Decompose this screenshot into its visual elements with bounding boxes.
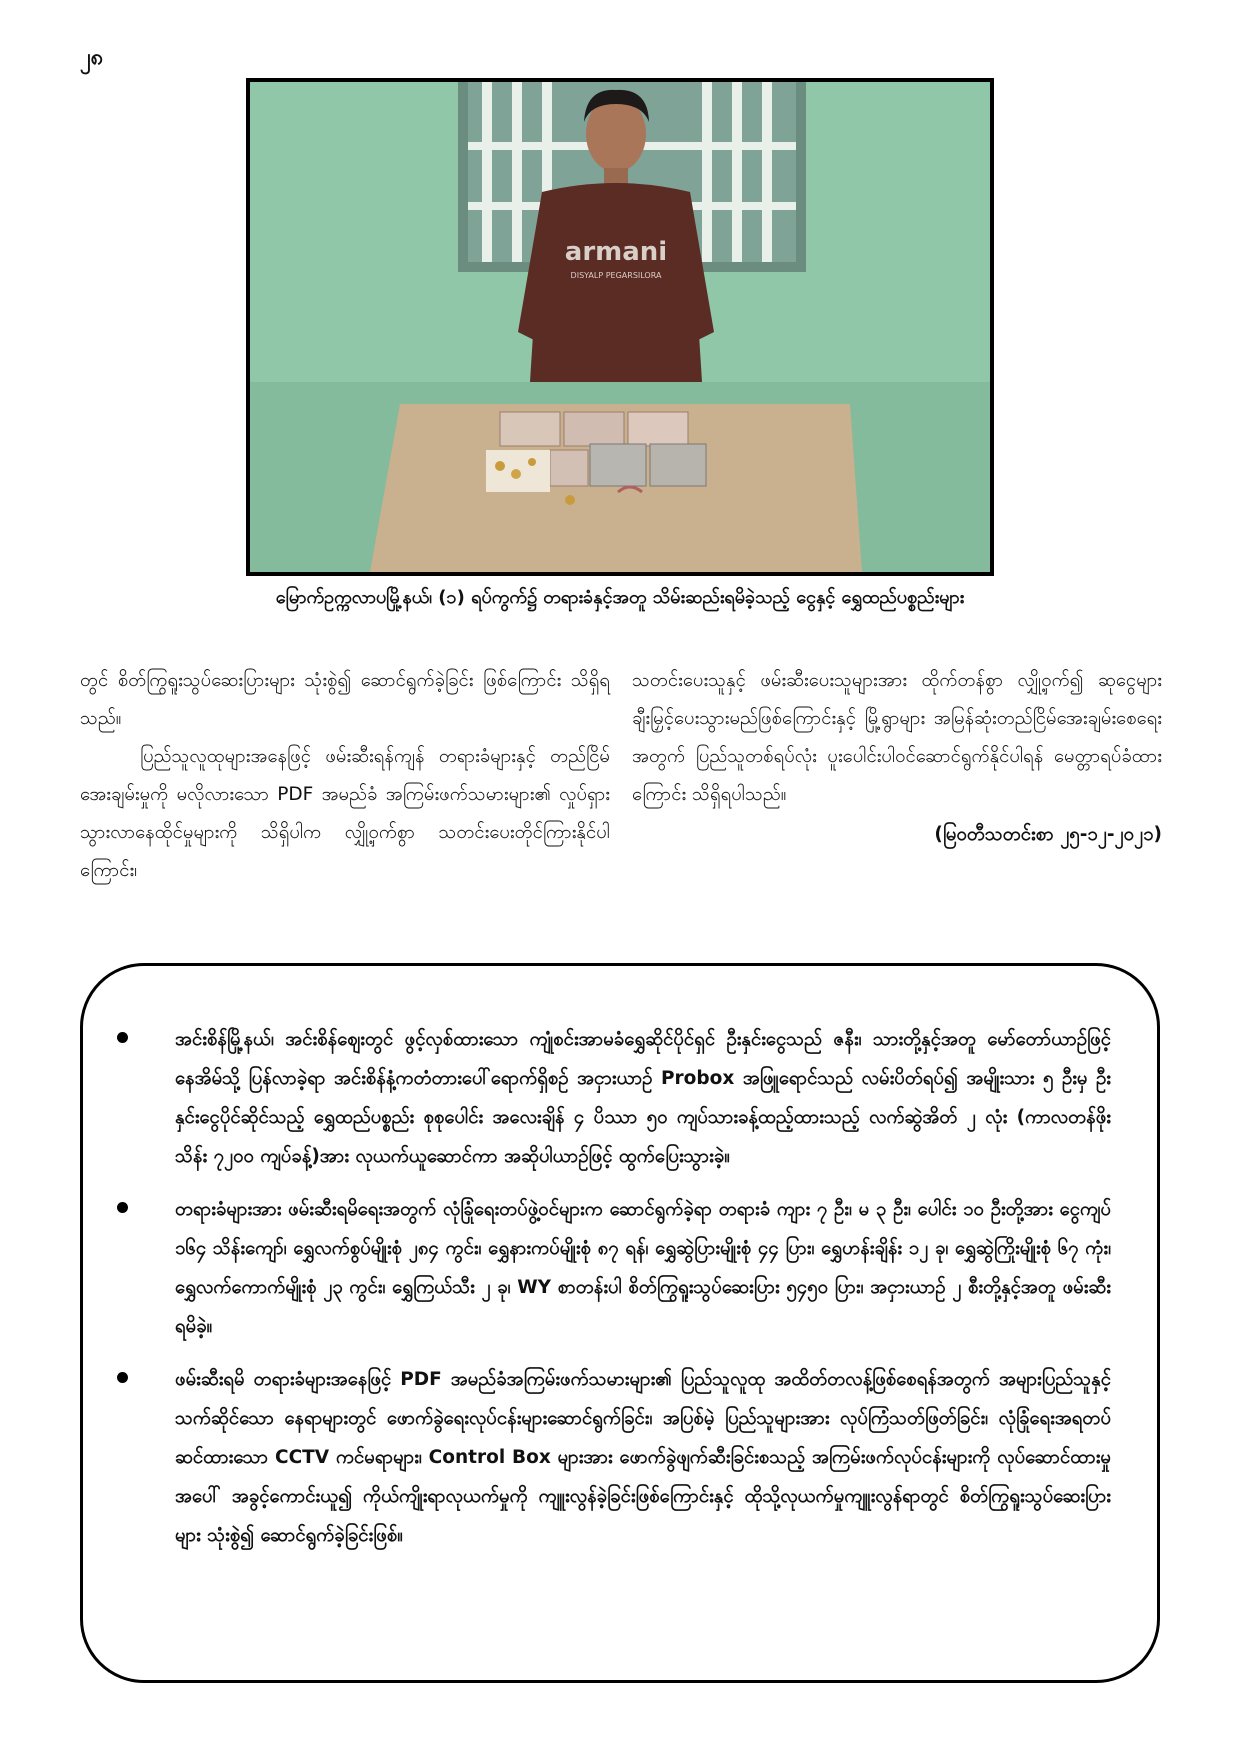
bullet-icon	[117, 1372, 128, 1383]
article-paragraph: ပြည်သူလူထုများအနေဖြင့် ဖမ်းဆီးရန်ကျန် တရားခံများနှင့် တည်ငြိမ်အေးချမ်းမှုကို မလိုလားသော PDF အမည်ခံ အကြမ်းဖက်သမားများ၏ လှုပ်ရှားသွားလာနေထိုင်မှုများကို သိရှိပါက လျှို့ဝှက်စွာ သတင်းပေးတိုင်ကြားနိုင်ပါကြောင်း၊	[80, 746, 610, 881]
summary-bullet	[145, 1020, 1111, 1176]
summary-bullet-list	[145, 1020, 1111, 1555]
bullet-icon	[117, 1202, 128, 1213]
summary-bullet-text: ဖမ်းဆီးရမိ တရားခံများအနေဖြင့် PDF အမည်ခံအကြမ်းဖက်သမားများ၏ ပြည်သူလူထု အထိတ်တလန့်ဖြစ်စေရန်အတွက် အများပြည်သူနှင့်သက်ဆိုင်သော နေရာများတွင် ဖောက်ခွဲရေးလုပ်ငန်းများဆောင်ရွက်ခြင်း၊ အပြစ်မဲ့ ပြည်သူများအား လုပ်ကြံသတ်ဖြတ်ခြင်း၊ လုံခြုံရေးအရတပ်ဆင်ထားသော CCTV ကင်မရာများ၊ Control Box များအား ဖောက်ခွဲဖျက်ဆီးခြင်းစသည့် အကြမ်းဖက်လုပ်ငန်းများကို လုပ်ဆောင်ထားမှုအပေါ် အခွင့်ကောင်းယူ၍ ကိုယ်ကျိုးရာလုယက်မှုကို ကျူးလွန်ခဲ့ခြင်းဖြစ်ကြောင်းနှင့် ထိုသို့လုယက်မှုကျူးလွန်ရာတွင် စိတ်ကြွရူးသွပ်ဆေးပြားများ သုံးစွဲ၍ ဆောင်ရွက်ခဲ့ခြင်းဖြစ်။	[175, 1369, 1111, 1546]
article-left-column	[80, 662, 610, 890]
summary-bullet-text: တရားခံများအား ဖမ်းဆီးရမိရေးအတွက် လုံခြုံရေးတပ်ဖွဲ့ဝင်များက ဆောင်ရွက်ခဲ့ရာ တရားခံ ကျား ၇ ဦး၊ မ ၃ ဦး၊ ပေါင်း ၁၀ ဦးတို့အား ငွေကျပ် ၁၆၄ သိန်းကျော်၊ ရွှေလက်စွပ်မျိုးစုံ ၂၈၄ ကွင်း၊ ရွှေနားကပ်မျိုးစုံ ၈၇ ရန်၊ ရွှေဆွဲပြားမျိုးစုံ ၄၄ ပြား၊ ရွှေဟန်းချိန်း ၁၂ ခု၊ ရွှေဆွဲကြိုးမျိုးစုံ ၆၇ ကုံး၊ ရွှေလက်ကောက်မျိုးစုံ ၂၃ ကွင်း၊ ရွှေကြယ်သီး ၂ ခု၊ WY စာတန်းပါ စိတ်ကြွရူးသွပ်ဆေးပြား ၅၄၅၀ ပြား၊ အငှားယာဉ် ၂ စီးတို့နှင့်အတူ ဖမ်းဆီးရမိခဲ့။	[175, 1199, 1111, 1337]
article-paragraph: သတင်းပေးသူနှင့် ဖမ်းဆီးပေးသူများအား ထိုက်တန်စွာ လျှို့ဝှက်၍ ဆုငွေများချီးမြှင့်ပေးသွားမည်ဖြစ်ကြောင်းနှင့် မြို့ရွာများ အမြန်ဆုံးတည်ငြိမ်အေးချမ်းစေရေးအတွက် ပြည်သူတစ်ရပ်လုံး ပူးပေါင်းပါဝင်ဆောင်ရွက်နိုင်ပါရန် မေတ္တာရပ်ခံထားကြောင်း သိရှိရပါသည်။	[632, 670, 1162, 805]
photo-shirt-subtext: DISYALP PEGARSILORA	[570, 271, 662, 280]
summary-box	[80, 963, 1160, 1683]
summary-bullet-text: အင်းစိန်မြို့နယ်၊ အင်းစိန်ဈေးတွင် ဖွင့်လှစ်ထားသော ကျုံစင်းအာမခံရွှေဆိုင်ပိုင်ရှင် ဦးနှင်းငွေသည် ဇနီး၊ သားတို့နှင့်အတူ မော်တော်ယာဉ်ဖြင့် နေအိမ်သို့ ပြန်လာခဲ့ရာ အင်းစိန်နံ့ကတံတားပေါ်ရောက်ရှိစဉ် အငှားယာဉ် Probox အဖြူရောင်သည် လမ်းပိတ်ရပ်၍ အမျိုးသား ၅ ဦးမှ ဦးနှင်းငွေပိုင်ဆိုင်သည့် ရွှေထည်ပစ္စည်း စုစုပေါင်း အလေးချိန် ၄ ပိဿာ ၅၀ ကျပ်သားခန့်ထည့်ထားသည့် လက်ဆွဲအိတ် ၂ လုံး (ကာလတန်ဖိုး သိန်း ၇၂၀၀ ကျပ်ခန့်)အား လုယက်ယူဆောင်ကာ အဆိုပါယာဉ်ဖြင့် ထွက်ပြေးသွားခဲ့။	[175, 1029, 1111, 1167]
arrest-photo	[246, 78, 994, 576]
page-number: ၂၈	[80, 45, 104, 70]
article-right-column	[632, 662, 1162, 854]
photo-caption: မြောက်ဥက္ကလာပမြို့နယ်၊ (၁) ရပ်ကွက်၌ တရားခံနှင့်အတူ သိမ်းဆည်းရမိခဲ့သည့် ငွေနှင့် ရွှေထည်ပစ္စည်းများ	[275, 587, 965, 608]
bullet-icon	[117, 1032, 128, 1043]
summary-bullet	[145, 1360, 1111, 1555]
photo-shirt-brand: armani	[564, 237, 668, 267]
article-source: (မြဝတီသတင်းစာ ၂၅-၁၂-၂၀၂၁)	[934, 824, 1162, 845]
photo-illustration	[250, 82, 990, 572]
summary-bullet	[145, 1190, 1111, 1346]
photo-person-shirt	[530, 183, 702, 382]
article-paragraph: တွင် စိတ်ကြွရူးသွပ်ဆေးပြားများ သုံးစွဲ၍ ဆောင်ရွက်ခဲ့ခြင်း ဖြစ်ကြောင်း သိရှိရသည်။	[80, 670, 610, 729]
